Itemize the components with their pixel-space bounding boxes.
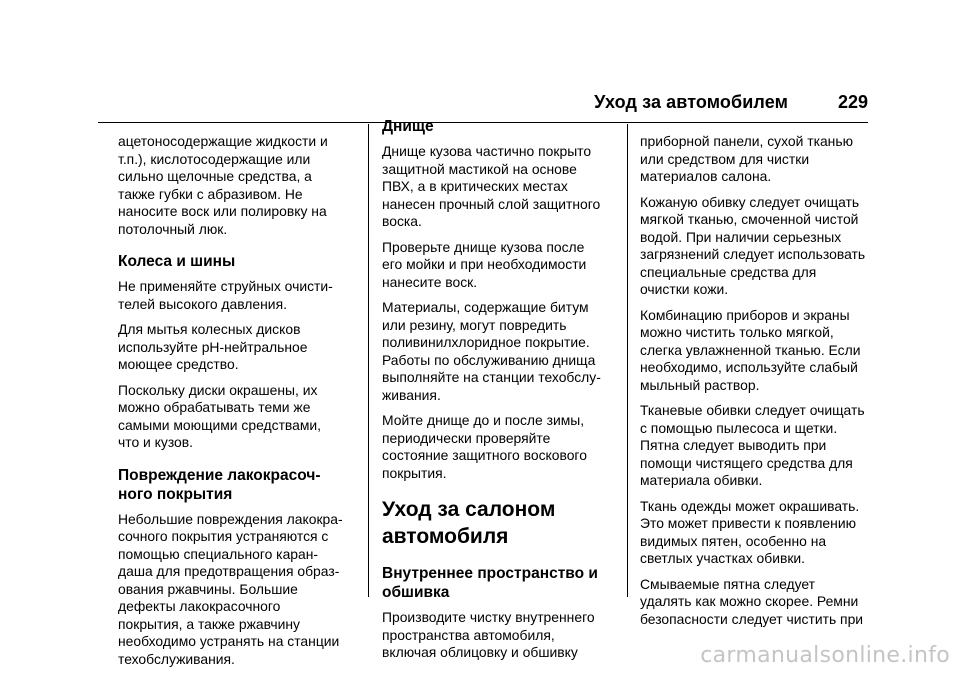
text-line: Поскольку диски окрашены, их [118, 381, 318, 398]
text-line: покрытия, а также ржавчину [118, 615, 300, 632]
text-line: можно обрабатывать теми же [118, 399, 311, 415]
heading-paint-damage [118, 466, 358, 504]
text-line: помощью специального каран- [118, 545, 319, 562]
text-line: Днище кузова частично покрыто [382, 143, 592, 159]
paragraph-underbody-coating [382, 143, 614, 231]
heading-interior-care [382, 496, 614, 550]
text-line: живания. [382, 386, 441, 403]
text-line: состояние защитного воскового [382, 447, 587, 463]
text-line: Тканевые обивки следует очищать [640, 402, 865, 418]
section-title: Уход за автомобилем [594, 92, 788, 112]
paragraph-clothing-dye [640, 498, 880, 568]
text-line: Кожаную обивку следует очищать [640, 193, 860, 210]
text-line: необходимо, используйте слабый [640, 359, 858, 375]
text-line: или резину, могут повредить [382, 316, 567, 333]
text-line: Для мытья колесных дисков [118, 321, 301, 337]
paragraph-wheel-cleaning [118, 321, 358, 374]
text-line: или средством для чистки [640, 150, 810, 167]
text-line: ацетоносодержащие жидкости и [118, 133, 328, 149]
heading-line: ного покрытия [118, 485, 233, 503]
text-line: Это может привести к появлению [640, 515, 856, 531]
text-line: специальные средства для [640, 263, 817, 280]
text-line: сочного покрытия устраняются с [118, 528, 329, 544]
text-line: мыльный раствор. [640, 376, 760, 393]
text-line: ПВХ, а в критических местах [382, 178, 568, 194]
heading-line: автомобиля [382, 525, 509, 548]
text-line: потолочный люк. [118, 220, 228, 237]
text-line: Ткань одежды может окрашивать. [640, 497, 860, 514]
text-line: Комбинацию приборов и экраны [640, 306, 850, 323]
text-line: приборной панели, сухой тканью [640, 133, 854, 149]
text-line: необходимо устранять на станции [118, 633, 340, 649]
text-line: с помощью пылесоса и щетки. [640, 419, 838, 436]
text-line: Работы по обслуживанию днища [382, 351, 596, 368]
text-line: видимых пятен, особенно на [640, 532, 827, 549]
paragraph-paint-repair [118, 511, 358, 669]
text-line: покрытия. [382, 464, 447, 481]
text-line: Проверьте днище кузова после [382, 238, 585, 255]
text-line: моющее средство. [118, 356, 239, 372]
paragraph-bitumen-materials [382, 299, 614, 404]
text-line: очистки кожи. [640, 281, 729, 297]
text-line: Мойте днище до и после зимы, [382, 412, 585, 428]
text-line: светлых участках обивки. [640, 550, 806, 566]
text-line: пространства автомобиля, [382, 626, 555, 643]
text-line: Пятна следует выводить при [640, 437, 827, 453]
paragraph-fabric-upholstery [640, 402, 880, 490]
text-line: его мойки и при необходимости [382, 256, 587, 272]
heading-interior-upholstery [382, 564, 614, 602]
text-line: ования ржавчины. Большие [118, 580, 298, 597]
text-line: воска. [382, 213, 422, 229]
column-divider [368, 124, 369, 597]
text-column-1 [118, 133, 358, 676]
heading-line: Повреждение лакокрасоч- [118, 466, 321, 484]
paragraph-underbody-check [382, 239, 614, 292]
text-line: водой. При наличии серьезных [640, 228, 842, 245]
text-line: включая облицовку и обшивку [382, 644, 578, 660]
page-header [594, 92, 868, 116]
text-line: дефекты лакокрасочного [118, 598, 281, 614]
text-line: Производите чистку внутреннего [382, 609, 595, 625]
text-line: используйте pH-нейтральное [118, 338, 308, 355]
paragraph-pressure-washers [118, 278, 358, 313]
text-column-3 [640, 133, 880, 636]
text-line: поливинилхлоридное покрытие. [382, 334, 590, 350]
text-line: слегка увлажненной тканью. Если [640, 341, 861, 358]
text-line: наносите воск или полировку на [118, 203, 327, 219]
heading-line: обшивка [382, 584, 450, 601]
text-line: т.п.), кислотосодержащие или [118, 150, 311, 167]
text-line: сильно щелочные средства, а [118, 168, 312, 184]
heading-wheels-tires: Колеса и шины [118, 253, 236, 270]
text-line: периодически проверяйте [382, 429, 551, 446]
text-line: загрязнений следует использовать [640, 246, 866, 262]
text-line: материала обивки. [640, 472, 763, 488]
text-line: Смываемые пятна следует [640, 575, 816, 592]
paragraph-painted-wheels [118, 382, 358, 452]
paragraph-dashboard-cleaning [640, 133, 880, 186]
text-line: мягкой тканью, смоченной чистой [640, 211, 859, 227]
text-line: безопасности следует чистить при [640, 610, 864, 627]
text-line: материалов салона. [640, 168, 772, 184]
text-line: можно чистить только мягкой, [640, 324, 834, 340]
heading-underbody: Днище [382, 118, 434, 135]
text-line: защитной мастикой на основе [382, 160, 577, 177]
paragraph-interior-cleaning [382, 609, 614, 662]
text-line: также губки с абразивом. Не [118, 185, 303, 202]
paragraph-instrument-cluster [640, 307, 880, 395]
text-line: удалять как можно скорее. Ремни [640, 593, 859, 609]
heading-line: Уход за салоном [382, 498, 556, 521]
paragraph-winter-wash [382, 412, 614, 482]
column-divider [627, 124, 628, 597]
text-line: самыми моющими средствами, [118, 416, 322, 433]
paragraph-leather-care [640, 194, 880, 299]
text-column-2 [382, 118, 614, 670]
text-line: нанесите воск. [382, 273, 478, 290]
text-line: Материалы, содержащие битум [382, 299, 589, 315]
paragraph-cleaning-agents [118, 133, 358, 238]
text-line: нанесен прочный слой защитного [382, 195, 601, 212]
text-line: техобслуживания. [118, 650, 235, 667]
text-line: Не применяйте струйных очисти- [118, 278, 333, 294]
text-line: телей высокого давления. [118, 295, 287, 312]
text-line: Небольшие повреждения лакокра- [118, 510, 343, 527]
page-number: 229 [837, 92, 868, 112]
text-line: что и кузов. [118, 434, 194, 450]
paragraph-stain-removal [640, 576, 880, 629]
text-line: выполняйте на станции техобслу- [382, 369, 601, 385]
watermark: carmanualsonline.info [700, 643, 950, 668]
heading-line: Внутреннее пространство и [382, 565, 598, 582]
text-line: даша для предотвращения образ- [118, 563, 340, 579]
text-line: помощи чистящего средства для [640, 454, 853, 471]
